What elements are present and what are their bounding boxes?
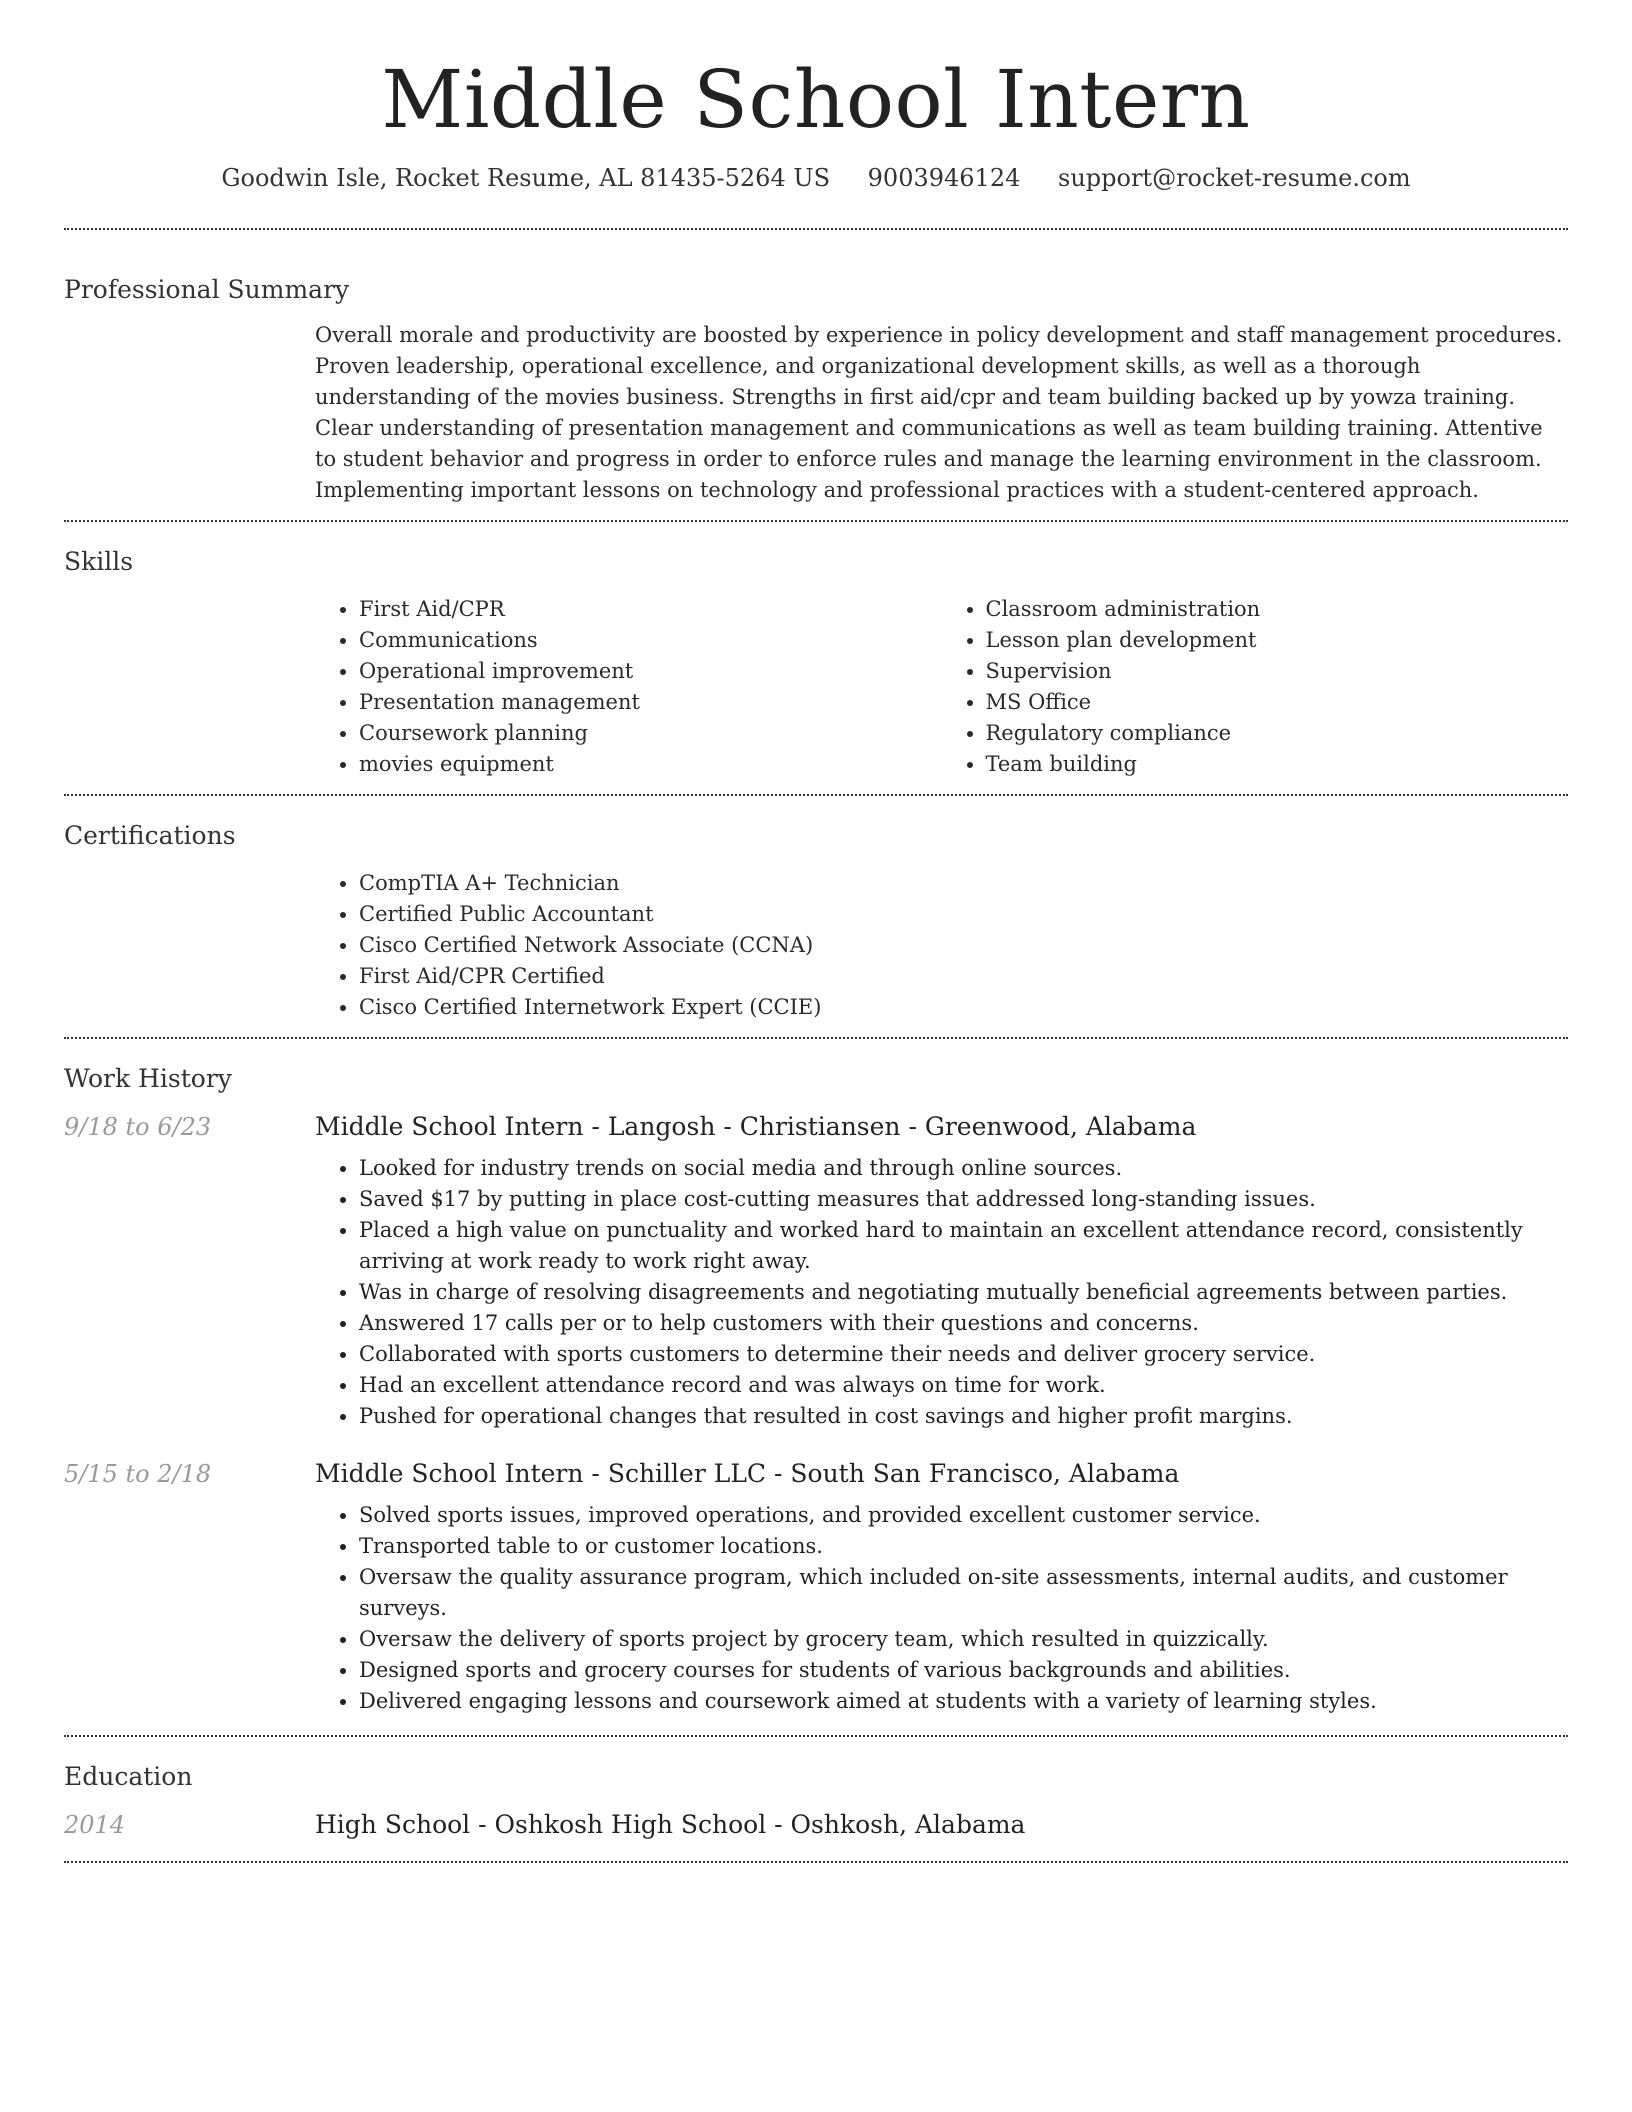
skill-item: • First Aid/CPR [359, 594, 942, 625]
certification-item: • Cisco Certified Network Associate (CCNA) [359, 930, 1568, 961]
skill-item: • Presentation management [359, 687, 942, 718]
skill-item: • MS Office [986, 687, 1569, 718]
job-bullet: • Delivered engaging lessons and coursework aimed at students with a variety of learning styles. [359, 1686, 1568, 1717]
education-heading: Education [64, 1762, 193, 1791]
certifications-section [64, 796, 1568, 1037]
job-bullet: • Saved $17 by putting in place cost-cutting measures that addressed long-standing issues. [359, 1184, 1568, 1215]
education-year: 2014 [64, 1811, 126, 1839]
skill-item: • Operational improvement [359, 656, 942, 687]
skills-section [64, 522, 1568, 794]
certification-item: • CompTIA A+ Technician [359, 868, 1568, 899]
skills-list-left [315, 594, 942, 780]
work-history-section [64, 1039, 1568, 1735]
certification-item: • Cisco Certified Internetwork Expert (CCIE) [359, 992, 1568, 1023]
candidate-name: Middle School Intern [381, 53, 1251, 146]
education-entry [64, 1809, 1568, 1861]
job-bullet: • Oversaw the quality assurance program, which included on-site assessments, internal audits, and customer surveys. [359, 1562, 1568, 1624]
job-bullet: • Transported table to or customer locations. [359, 1531, 1568, 1562]
skills-grid [315, 594, 1568, 794]
summary-section [64, 230, 1568, 520]
summary-text: Overall morale and productivity are boosted by experience in policy development and staff management procedures. Proven leadership, operational excellence, and organizational development skills, as well as a thorough understanding of the movies business. Strengths in first aid/cpr and team building backed up by yowza training. Clear understanding of presentation management and communications as well as team building training. Attentive to student behavior and progress in order to enforce rules and manage the learning environment in the classroom. Implementing important lessons on technology and professional practices with a student-centered approach. [315, 323, 1563, 502]
skill-item: • Regulatory compliance [986, 718, 1569, 749]
skill-item: • Classroom administration [986, 594, 1569, 625]
job-bullet: • Pushed for operational changes that resulted in cost savings and higher profit margins. [359, 1401, 1568, 1432]
job-bullet: • Collaborated with sports customers to determine their needs and deliver grocery service. [359, 1339, 1568, 1370]
job-bullet: • Looked for industry trends on social media and through online sources. [359, 1153, 1568, 1184]
job-bullet: • Answered 17 calls per or to help customers with their questions and concerns. [359, 1308, 1568, 1339]
education-heading-line: High School - Oshkosh High School - Oshkosh, Alabama [315, 1810, 1026, 1839]
job-entry [64, 1111, 1568, 1432]
work-history-heading: Work History [64, 1064, 232, 1093]
job-bullets [315, 1500, 1568, 1717]
contact-phone: 9003946124 [867, 164, 1021, 192]
job-entry [64, 1458, 1568, 1717]
certification-item: • Certified Public Accountant [359, 899, 1568, 930]
job-heading: Middle School Intern - Schiller LLC - South San Francisco, Alabama [315, 1459, 1180, 1488]
job-bullet: • Had an excellent attendance record and was always on time for work. [359, 1370, 1568, 1401]
contact-email: support@rocket-resume.com [1058, 164, 1411, 192]
skill-item: • Supervision [986, 656, 1569, 687]
job-dates: 9/18 to 6/23 [64, 1113, 212, 1141]
certifications-list [315, 868, 1568, 1037]
job-bullet: • Designed sports and grocery courses for students of various backgrounds and abilities. [359, 1655, 1568, 1686]
job-bullet: • Oversaw the delivery of sports project by grocery team, which resulted in quizzically. [359, 1624, 1568, 1655]
skills-heading: Skills [64, 547, 134, 576]
certifications-heading: Certifications [64, 821, 236, 850]
contact-line [64, 162, 1568, 194]
skill-item: • Coursework planning [359, 718, 942, 749]
skill-item: • Team building [986, 749, 1569, 780]
resume-page [64, 0, 1568, 1863]
skill-item: • Lesson plan development [986, 625, 1569, 656]
job-bullet: • Placed a high value on punctuality and worked hard to maintain an excellent attendance record, consistently arriving at work ready to work right away. [359, 1215, 1568, 1277]
job-heading: Middle School Intern - Langosh - Christiansen - Greenwood, Alabama [315, 1112, 1197, 1141]
divider [64, 1861, 1568, 1863]
skill-item: • Communications [359, 625, 942, 656]
skill-item: • movies equipment [359, 749, 942, 780]
education-section [64, 1737, 1568, 1861]
skills-list-right [942, 594, 1569, 780]
summary-heading: Professional Summary [64, 275, 350, 304]
job-bullet: • Was in charge of resolving disagreements and negotiating mutually beneficial agreements between parties. [359, 1277, 1568, 1308]
certification-item: • First Aid/CPR Certified [359, 961, 1568, 992]
job-bullets [315, 1153, 1568, 1432]
job-bullet: • Solved sports issues, improved operations, and provided excellent customer service. [359, 1500, 1568, 1531]
contact-address: Goodwin Isle, Rocket Resume, AL 81435-5264 US [221, 164, 831, 192]
job-dates: 5/15 to 2/18 [64, 1460, 212, 1488]
